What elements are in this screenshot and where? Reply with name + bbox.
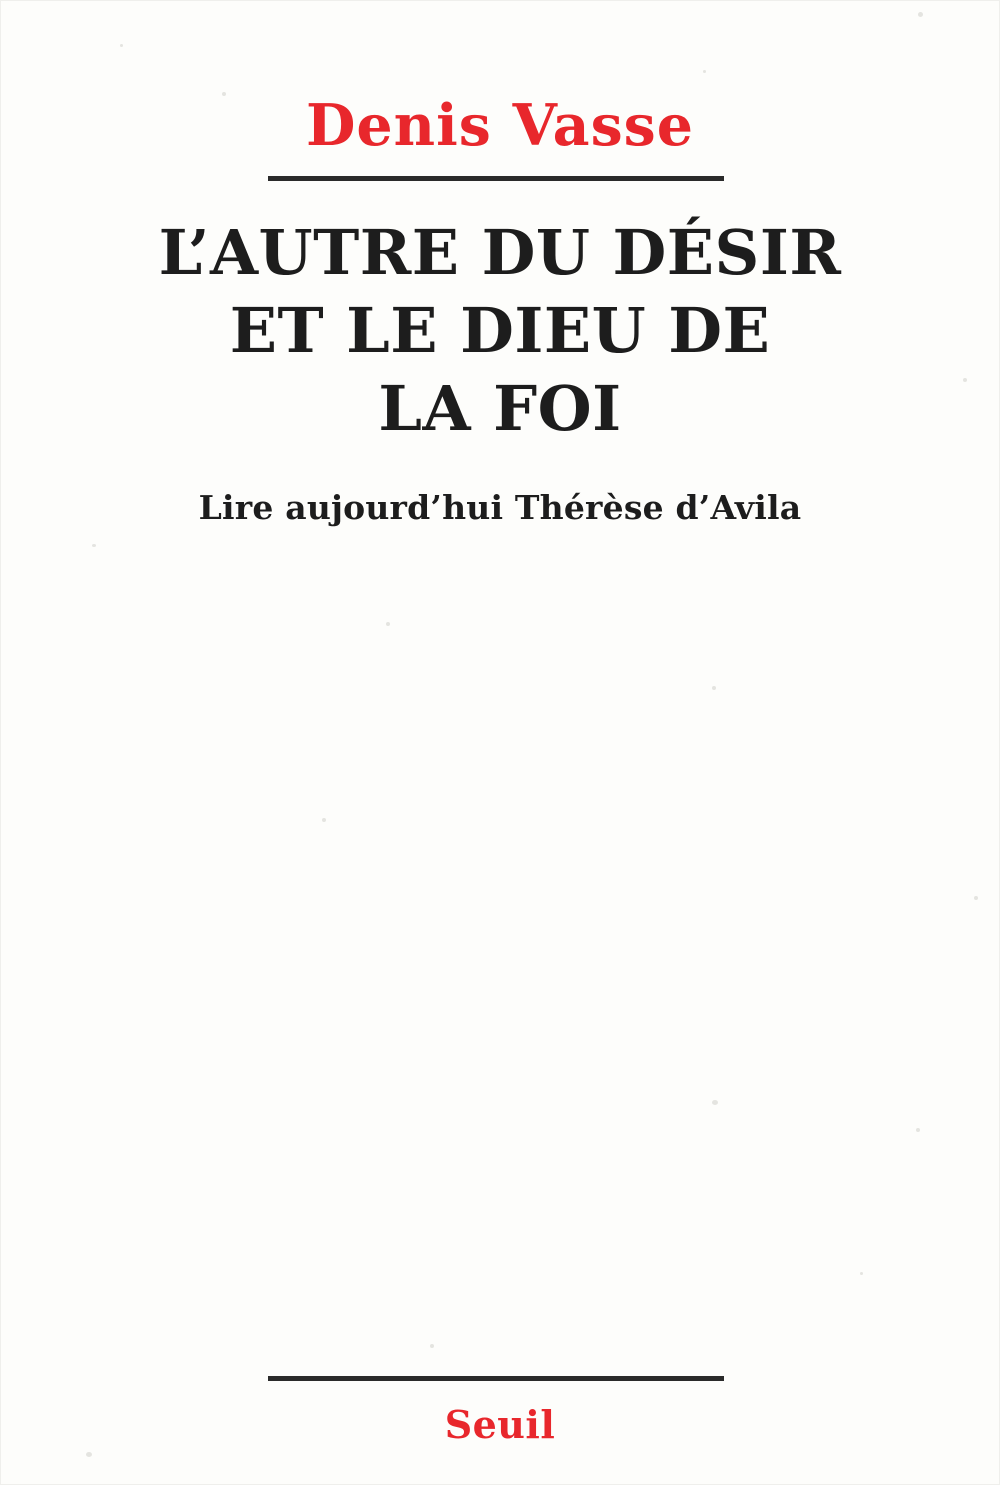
author-name: Denis Vasse [305,92,695,159]
publisher-name: Seuil [444,1402,556,1447]
title-line-3: LA FOI [378,372,622,445]
title-line-1: L’AUTRE DU DÉSIR [158,216,842,289]
publisher-divider-rule [268,1376,724,1381]
author-divider-rule [268,176,724,181]
title-line-2: ET LE DIEU DE [229,294,771,367]
book-subtitle: Lire aujourd’hui Thérèse d’Avila [198,488,802,527]
book-title [60,214,940,448]
